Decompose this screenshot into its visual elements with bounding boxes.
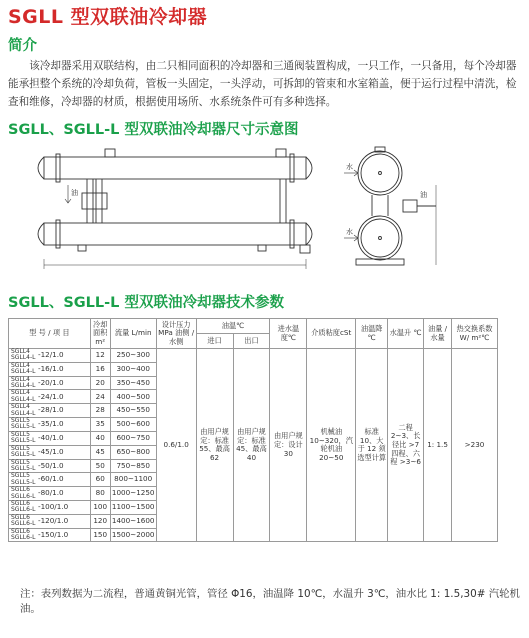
area-cell: 12 <box>90 349 110 363</box>
oil-label-side: 油 <box>71 189 78 197</box>
model-size: -45/1.0 <box>38 446 64 456</box>
model-cell <box>9 528 91 542</box>
table-row <box>9 349 498 363</box>
model-size: -80/1.0 <box>38 488 64 498</box>
spec-heading: SGLL、SGLL-L 型双联油冷却器技术参数 <box>8 295 284 311</box>
area-cell: 50 <box>90 459 110 473</box>
flow-cell: 250~300 <box>110 349 156 363</box>
header-flow: 流量 L/min <box>110 319 156 349</box>
inlet-cell: 由用户规定：标准 55、最高 62 <box>196 349 233 542</box>
model-size: -120/1.0 <box>38 515 69 525</box>
spec-note: 注：表列数据为二流程，普通黄铜光管，管径 Φ16，油温降 10℃，水温升 3℃，油水比 1: 1.5,30# 汽轮机油。 <box>20 588 520 615</box>
flow-cell: 1500~2000 <box>110 528 156 542</box>
flow-cell: 800~1100 <box>110 473 156 487</box>
water-in-temp-cell: 由用户规定：设计 30 <box>270 349 307 542</box>
area-cell: 16 <box>90 362 110 376</box>
pressure-cell: 0.6/1.0 <box>156 349 196 542</box>
dimension-drawing <box>8 145 520 275</box>
header-outlet: 出口 <box>233 334 270 349</box>
model-size: -40/1.0 <box>38 432 64 442</box>
model-name: SGLL4 SGLL4-L <box>11 361 36 376</box>
model-cell <box>9 514 91 528</box>
flow-cell: 1400~1600 <box>110 514 156 528</box>
model-cell <box>9 418 91 432</box>
flow-cell: 350~450 <box>110 376 156 390</box>
area-cell: 20 <box>90 376 110 390</box>
model-name: SGLL5 SGLL5-L <box>11 444 36 459</box>
model-cell <box>9 473 91 487</box>
model-size: -35/1.0 <box>38 419 64 429</box>
outlet-cell: 由用户规定：标准 45、最高 40 <box>233 349 270 542</box>
header-inlet: 进口 <box>196 334 233 349</box>
header-viscosity: 介质粘度cSt <box>307 319 356 349</box>
flow-cell: 300~400 <box>110 362 156 376</box>
spec-table <box>8 318 498 542</box>
area-cell: 45 <box>90 445 110 459</box>
water-rise-cell: 二程 2~3、长径比 >7 四程、六程 >3~6 <box>388 349 424 542</box>
area-cell: 100 <box>90 500 110 514</box>
header-water-in-temp: 进水温度℃ <box>270 319 307 349</box>
flow-cell: 600~750 <box>110 431 156 445</box>
header-oil-temp: 油温℃ <box>196 319 270 334</box>
model-name: SGLL5 SGLL5-L <box>11 458 36 472</box>
model-name: SGLL4 SGLL4-L <box>11 403 36 417</box>
model-size: -50/1.0 <box>38 460 64 470</box>
model-name: SGLL5 SGLL5-L <box>11 430 36 445</box>
area-cell: 120 <box>90 514 110 528</box>
model-cell <box>9 431 91 445</box>
model-size: -20/1.0 <box>38 377 64 387</box>
area-cell: 150 <box>90 528 110 542</box>
model-size: -28/1.0 <box>38 405 64 415</box>
intro-paragraph: 该冷却器采用双联结构，由二只相同面积的冷却器和三通阀装置构成，一只工作，一只备用，每个冷却器能承担整个系统的冷却负荷，管板一头固定，一头浮动，可拆卸的管束和水室箱盖，便于运行过程中清洗，检查和维修，冷却器的材质，根据使用场所、水系统条件可有多种选择。 <box>8 60 517 108</box>
header-oil-drop: 油温降 ℃ <box>356 319 388 349</box>
model-name: SGLL5 SGLL5-L <box>11 417 36 431</box>
model-name: SGLL4 SGLL4-L <box>11 375 36 390</box>
header-model: 型 号 / 项 目 <box>9 319 91 349</box>
model-cell <box>9 390 91 404</box>
model-cell <box>9 349 91 363</box>
area-cell: 24 <box>90 390 110 404</box>
model-size: -24/1.0 <box>38 391 64 401</box>
header-area: 冷却面积 m² <box>90 319 110 349</box>
model-name: SGLL6 SGLL6-L <box>11 499 36 514</box>
model-cell <box>9 500 91 514</box>
flow-cell: 500~600 <box>110 418 156 432</box>
spec-table-body <box>9 349 498 542</box>
model-cell <box>9 404 91 418</box>
model-name: SGLL6 SGLL6-L <box>11 486 36 500</box>
model-size: -16/1.0 <box>38 363 64 373</box>
dimension-heading: SGLL、SGLL-L 型双联油冷却器尺寸示意图 <box>8 122 299 138</box>
water-label-top: 水 <box>346 163 353 171</box>
page-title: SGLL 型双联油冷却器 <box>8 6 208 28</box>
flow-cell: 400~500 <box>110 390 156 404</box>
area-cell: 40 <box>90 431 110 445</box>
model-cell <box>9 459 91 473</box>
header-water-rise: 水温升 ℃ <box>388 319 424 349</box>
area-cell: 60 <box>90 473 110 487</box>
area-cell: 28 <box>90 404 110 418</box>
model-name: SGLL6 SGLL6-L <box>11 513 36 528</box>
header-pressure: 设计压力MPa 油侧 / 水侧 <box>156 319 196 349</box>
water-label-bottom: 水 <box>346 228 353 236</box>
model-name: SGLL6 SGLL6-L <box>11 527 36 541</box>
model-cell <box>9 487 91 501</box>
oil-water-cell: 1: 1.5 <box>424 349 452 542</box>
flow-cell: 650~800 <box>110 445 156 459</box>
model-size: -100/1.0 <box>38 502 69 512</box>
flow-cell: 1100~1500 <box>110 500 156 514</box>
viscosity-cell: 机械油 10~320，汽轮机油 20~50 <box>307 349 356 542</box>
model-cell <box>9 362 91 376</box>
header-heat-transfer: 热交换系数 W/ m²℃ <box>452 319 498 349</box>
flow-cell: 450~550 <box>110 404 156 418</box>
intro-heading: 简介 <box>8 38 37 54</box>
model-cell <box>9 445 91 459</box>
model-cell <box>9 376 91 390</box>
model-size: -150/1.0 <box>38 529 69 539</box>
flow-cell: 750~850 <box>110 459 156 473</box>
header-oil-water: 油量 / 水量 <box>424 319 452 349</box>
model-name: SGLL4 SGLL4-L <box>11 389 36 403</box>
oil-drop-cell: 标准 10、大于 12 须选型计算 <box>356 349 388 542</box>
area-cell: 35 <box>90 418 110 432</box>
oil-label-end: 油 <box>420 191 427 199</box>
area-cell: 80 <box>90 487 110 501</box>
model-size: -60/1.0 <box>38 474 64 484</box>
model-name: SGLL5 SGLL5-L <box>11 472 36 486</box>
model-name: SGLL4 SGLL4-L <box>11 348 36 362</box>
flow-cell: 1000~1250 <box>110 487 156 501</box>
heat-transfer-cell: >230 <box>452 349 498 542</box>
model-size: -12/1.0 <box>38 350 64 360</box>
